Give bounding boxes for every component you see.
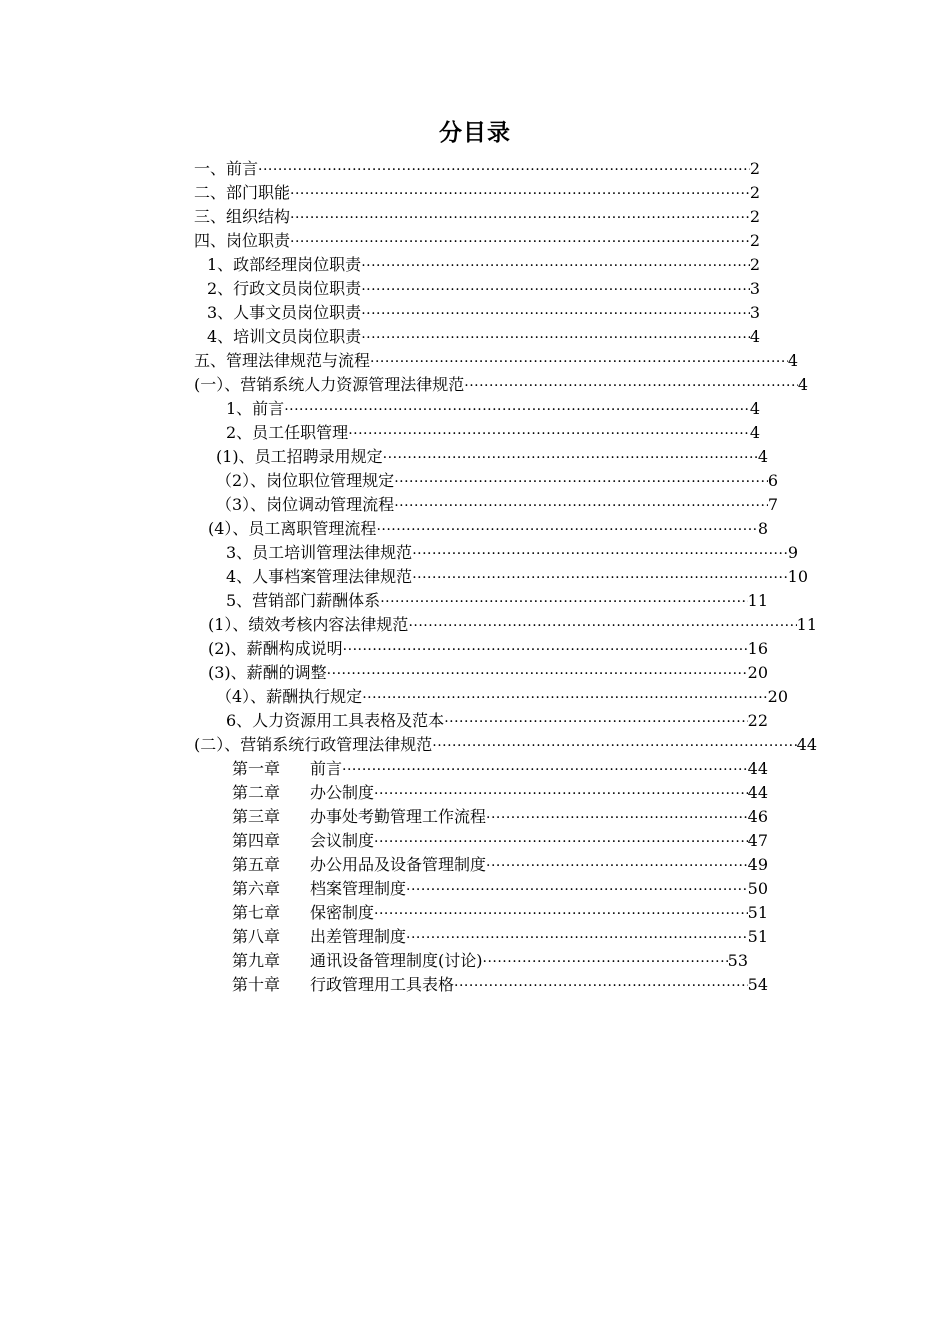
toc-chapter-title: 出差管理制度 bbox=[310, 927, 407, 946]
toc-entry-label bbox=[232, 806, 486, 828]
toc-leader-dots bbox=[444, 711, 747, 733]
toc-page-number: 22 bbox=[747, 711, 768, 730]
toc-entry[interactable] bbox=[194, 206, 760, 228]
toc-chapter-number: 第十章 bbox=[232, 975, 281, 994]
toc-page-number: 46 bbox=[747, 807, 768, 826]
toc-page-number: 4 bbox=[749, 423, 760, 442]
toc-leader-dots bbox=[383, 447, 758, 469]
toc-entry-label: 3、人事文员岗位职责 bbox=[207, 303, 362, 322]
toc-page-number: 50 bbox=[747, 879, 768, 898]
toc-entry-label bbox=[232, 950, 483, 972]
toc-entry-label: (一）、营销系统人力资源管理法律规范 bbox=[194, 375, 465, 394]
toc-entry-label: (二）、营销系统行政管理法律规范 bbox=[194, 735, 433, 754]
toc-page-number: 16 bbox=[747, 639, 768, 658]
toc-page-number: 44 bbox=[747, 759, 768, 778]
toc-entry[interactable] bbox=[226, 398, 760, 420]
toc-entry[interactable] bbox=[216, 494, 778, 516]
toc-page-number: 7 bbox=[767, 495, 778, 514]
toc-chapter-title: 行政管理用工具表格 bbox=[310, 975, 455, 994]
toc-chapter-title: 档案管理制度 bbox=[310, 879, 407, 898]
toc-leader-dots bbox=[412, 567, 787, 589]
toc-page-number: 11 bbox=[747, 591, 768, 610]
toc-entry-label: 四、岗位职责 bbox=[194, 231, 291, 250]
toc-page-number: 2 bbox=[749, 231, 760, 250]
toc-page-number: 4 bbox=[749, 399, 760, 418]
toc-leader-dots bbox=[406, 879, 748, 901]
toc-entry[interactable] bbox=[194, 350, 798, 372]
toc-entry-label: 1、政部经理岗位职责 bbox=[207, 255, 362, 274]
toc-chapter-number: 第一章 bbox=[232, 759, 281, 778]
toc-entry[interactable] bbox=[226, 422, 760, 444]
toc-chapter-title: 办事处考勤管理工作流程 bbox=[310, 807, 487, 826]
toc-page-number: 4 bbox=[757, 447, 768, 466]
toc-leader-dots bbox=[376, 519, 757, 541]
toc-entry[interactable] bbox=[194, 230, 760, 252]
toc-entry-label: 二、部门职能 bbox=[194, 183, 291, 202]
toc-leader-dots bbox=[290, 207, 750, 229]
toc-entry[interactable] bbox=[194, 158, 760, 180]
toc-leader-dots bbox=[361, 303, 750, 325]
toc-leader-dots bbox=[380, 591, 747, 613]
toc-leader-dots bbox=[406, 927, 748, 949]
toc-entry-label: 一、前言 bbox=[194, 159, 259, 178]
toc-leader-dots bbox=[412, 543, 788, 565]
toc-entry-label: 三、组织结构 bbox=[194, 207, 291, 226]
toc-entry-label bbox=[232, 926, 406, 948]
toc-chapter-number: 第三章 bbox=[232, 807, 281, 826]
toc-page-number: 49 bbox=[747, 855, 768, 874]
toc-entry[interactable] bbox=[208, 614, 817, 636]
toc-leader-dots bbox=[361, 279, 750, 301]
toc-entry[interactable] bbox=[207, 254, 760, 276]
toc-leader-dots bbox=[258, 159, 750, 181]
toc-leader-dots bbox=[290, 231, 750, 253]
toc-entry[interactable] bbox=[232, 758, 768, 780]
toc-leader-dots bbox=[374, 831, 748, 853]
toc-entry-label: 2、员工任职管理 bbox=[226, 423, 349, 442]
toc-leader-dots bbox=[361, 255, 750, 277]
toc-page-number: 10 bbox=[787, 567, 808, 586]
toc-chapter-number: 第五章 bbox=[232, 855, 281, 874]
toc-chapter-number: 第四章 bbox=[232, 831, 281, 850]
toc-page-number: 4 bbox=[797, 375, 808, 394]
toc-page-number: 2 bbox=[749, 255, 760, 274]
toc-leader-dots bbox=[327, 663, 748, 685]
toc-leader-dots bbox=[394, 471, 768, 493]
toc-leader-dots bbox=[486, 855, 748, 877]
toc-entry[interactable] bbox=[194, 374, 808, 396]
toc-entry-label bbox=[232, 782, 374, 804]
toc-chapter-title: 保密制度 bbox=[310, 903, 375, 922]
toc-entry-label: 4、人事档案管理法律规范 bbox=[226, 567, 413, 586]
toc-entry[interactable] bbox=[226, 566, 808, 588]
toc-entry[interactable] bbox=[194, 182, 760, 204]
toc-leader-dots bbox=[432, 735, 796, 757]
toc-entry-label: 6、人力资源用工具表格及范本 bbox=[226, 711, 445, 730]
toc-leader-dots bbox=[374, 783, 748, 805]
toc-chapter-number: 第九章 bbox=[232, 951, 281, 970]
toc-page-number: 54 bbox=[747, 975, 768, 994]
toc-entry[interactable] bbox=[232, 926, 768, 948]
toc-entry-label: （4）、薪酬执行规定 bbox=[216, 687, 363, 706]
toc-entry[interactable] bbox=[232, 902, 768, 924]
toc-entry-label bbox=[232, 878, 406, 900]
toc-entry[interactable] bbox=[216, 446, 768, 468]
toc-entry[interactable] bbox=[232, 878, 768, 900]
toc-entry[interactable] bbox=[194, 734, 817, 756]
toc-entry-label bbox=[232, 974, 454, 996]
toc-entry-label: (1）、绩效考核内容法律规范 bbox=[208, 615, 409, 634]
toc-leader-dots bbox=[454, 975, 748, 997]
toc-entry[interactable] bbox=[208, 638, 768, 660]
toc-entry[interactable] bbox=[226, 542, 798, 564]
toc-entry-label: （3）、岗位调动管理流程 bbox=[216, 495, 395, 514]
toc-entry-label: (2)、薪酬构成说明 bbox=[208, 639, 343, 658]
toc-entry-label: 1、前言 bbox=[226, 399, 285, 418]
toc-leader-dots bbox=[342, 759, 748, 781]
toc-entry[interactable] bbox=[207, 278, 760, 300]
toc-leader-dots bbox=[343, 639, 748, 661]
toc-entry[interactable] bbox=[232, 782, 768, 804]
toc-entry-label: 2、行政文员岗位职责 bbox=[207, 279, 362, 298]
toc-entry-label: (4）、员工离职管理流程 bbox=[208, 519, 377, 538]
toc-entry[interactable] bbox=[226, 710, 768, 732]
toc-chapter-title: 会议制度 bbox=[310, 831, 375, 850]
toc-page-number: 44 bbox=[747, 783, 768, 802]
toc-entry-label: 五、管理法律规范与流程 bbox=[194, 351, 371, 370]
toc-chapter-number: 第二章 bbox=[232, 783, 281, 802]
toc-page-number: 20 bbox=[767, 687, 788, 706]
toc-leader-dots bbox=[394, 495, 768, 517]
toc-entry-label: 5、营销部门薪酬体系 bbox=[226, 591, 381, 610]
toc-chapter-number: 第六章 bbox=[232, 879, 281, 898]
toc-page-number: 51 bbox=[747, 927, 768, 946]
toc-leader-dots bbox=[284, 399, 750, 421]
toc-entry[interactable] bbox=[226, 590, 768, 612]
page-title: 分目录 bbox=[439, 120, 511, 146]
toc-entry[interactable] bbox=[232, 830, 768, 852]
toc-entry-label: 3、员工培训管理法律规范 bbox=[226, 543, 413, 562]
toc-page-number: 11 bbox=[796, 615, 817, 634]
toc-page-number: 51 bbox=[747, 903, 768, 922]
toc-leader-dots bbox=[290, 183, 750, 205]
toc-page-number: 8 bbox=[757, 519, 768, 538]
toc-entry[interactable] bbox=[232, 974, 768, 996]
toc-leader-dots bbox=[483, 951, 728, 973]
toc-chapter-title: 办公制度 bbox=[310, 783, 375, 802]
toc-entry[interactable] bbox=[232, 950, 748, 972]
table-of-contents bbox=[0, 158, 950, 1018]
toc-entry[interactable] bbox=[207, 326, 760, 348]
toc-entry[interactable] bbox=[207, 302, 760, 324]
toc-page-number: 20 bbox=[747, 663, 768, 682]
toc-page-number: 3 bbox=[749, 279, 760, 298]
toc-page-number: 3 bbox=[749, 303, 760, 322]
toc-entry[interactable] bbox=[216, 686, 788, 708]
toc-leader-dots bbox=[370, 351, 788, 373]
toc-page-number: 6 bbox=[767, 471, 778, 490]
toc-entry[interactable] bbox=[208, 662, 768, 684]
toc-entry-label bbox=[232, 830, 374, 852]
toc-entry-label: (1)、员工招聘录用规定 bbox=[216, 447, 383, 466]
toc-entry[interactable] bbox=[232, 806, 768, 828]
toc-leader-dots bbox=[362, 687, 767, 709]
toc-chapter-title: 办公用品及设备管理制度 bbox=[310, 855, 487, 874]
toc-entry[interactable] bbox=[232, 854, 768, 876]
toc-leader-dots bbox=[486, 807, 748, 829]
toc-leader-dots bbox=[361, 327, 750, 349]
toc-chapter-title: 前言 bbox=[310, 759, 343, 778]
toc-page-number: 47 bbox=[747, 831, 768, 850]
toc-leader-dots bbox=[464, 375, 798, 397]
toc-leader-dots bbox=[374, 903, 748, 925]
toc-page-number: 2 bbox=[749, 159, 760, 178]
toc-entry-label bbox=[232, 758, 342, 780]
toc-chapter-number: 第八章 bbox=[232, 927, 281, 946]
toc-leader-dots bbox=[408, 615, 796, 637]
toc-entry[interactable] bbox=[216, 470, 778, 492]
toc-entry-label bbox=[232, 854, 486, 876]
toc-leader-dots bbox=[348, 423, 750, 445]
toc-page-number: 44 bbox=[796, 735, 817, 754]
toc-entry-label: (3)、薪酬的调整 bbox=[208, 663, 327, 682]
toc-entry-label bbox=[232, 902, 374, 924]
toc-entry-label: （2）、岗位职位管理规定 bbox=[216, 471, 395, 490]
toc-chapter-title: 通讯设备管理制度(讨论) bbox=[310, 951, 483, 970]
toc-page-number: 9 bbox=[787, 543, 798, 562]
toc-page-number: 53 bbox=[727, 951, 748, 970]
toc-entry-label: 4、培训文员岗位职责 bbox=[207, 327, 362, 346]
toc-entry[interactable] bbox=[208, 518, 768, 540]
toc-chapter-number: 第七章 bbox=[232, 903, 281, 922]
toc-page-number: 4 bbox=[787, 351, 798, 370]
toc-page-number: 4 bbox=[749, 327, 760, 346]
toc-page-number: 2 bbox=[749, 183, 760, 202]
toc-page-number: 2 bbox=[749, 207, 760, 226]
